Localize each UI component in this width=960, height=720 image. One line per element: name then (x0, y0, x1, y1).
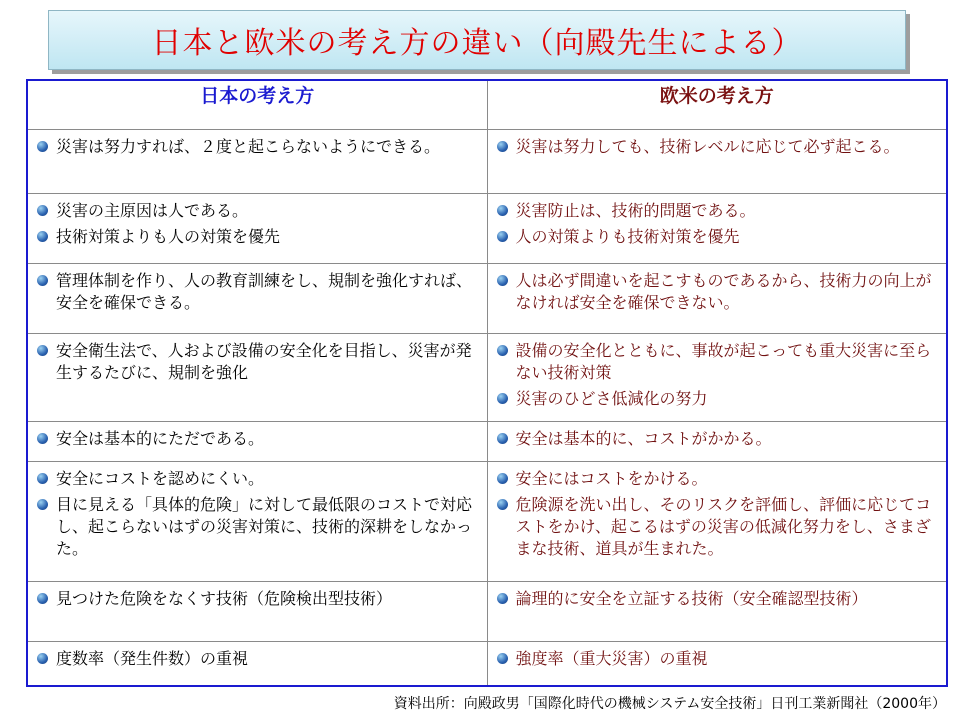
bullet-icon (37, 473, 48, 484)
list-item (36, 226, 475, 248)
bullet-icon (497, 433, 508, 444)
list-item (496, 494, 935, 560)
table-row (27, 582, 947, 642)
list-item (36, 588, 475, 610)
list-item (496, 468, 935, 490)
item-text: 技術対策よりも人の対策を優先 (56, 227, 281, 246)
comparison-table (26, 79, 948, 687)
bullet-icon (497, 231, 508, 242)
cell-japan (27, 642, 487, 686)
cell-japan (27, 422, 487, 462)
item-text: 危険源を洗い出し、そのリスクを評価し、評価に応じてコストをかけ、起こるはずの災害の低減化努力をし、さまざまな技術、道具が生まれた。 (515, 495, 932, 558)
list-item (36, 428, 475, 450)
table-row (27, 422, 947, 462)
item-text: 安全にはコストをかける。 (515, 469, 708, 488)
bullet-icon (497, 593, 508, 604)
list-item (36, 494, 475, 560)
list-item (496, 388, 935, 410)
table-row (27, 462, 947, 582)
cell-japan (27, 334, 487, 422)
cell-japan (27, 582, 487, 642)
list-item (496, 648, 935, 670)
item-text: 安全にコストを認めにくい。 (56, 469, 265, 488)
list-item (36, 200, 475, 222)
cell-japan (27, 194, 487, 264)
bullet-icon (37, 653, 48, 664)
list-item (36, 136, 475, 158)
item-text: 災害のひどさ低減化の努力 (515, 389, 708, 408)
bullet-icon (37, 593, 48, 604)
bullet-icon (37, 433, 48, 444)
cell-west (487, 130, 947, 194)
slide-title: 日本と欧米の考え方の違い（向殿先生による） (151, 26, 803, 61)
header-west (487, 80, 947, 130)
item-text: 論理的に安全を立証する技術（安全確認型技術） (515, 589, 868, 608)
list-item (36, 340, 475, 384)
list-item (36, 270, 475, 314)
list-item (496, 270, 935, 314)
cell-west (487, 642, 947, 686)
bullet-icon (497, 653, 508, 664)
bullet-icon (497, 141, 508, 152)
bullet-icon (497, 275, 508, 286)
item-text: 災害は努力しても、技術レベルに応じて必ず起こる。 (515, 137, 900, 156)
item-text: 目に見える「具体的危険」に対して最低限のコストで対応し、起こらないはずの災害対策に、技術的深耕をしなかった。 (56, 495, 473, 558)
item-text: 災害は努力すれば、２度と起こらないようにできる。 (56, 137, 441, 156)
list-item (36, 468, 475, 490)
bullet-icon (497, 473, 508, 484)
bullet-icon (37, 345, 48, 356)
item-text: 人の対策よりも技術対策を優先 (515, 227, 740, 246)
header-japan-label: 日本の考え方 (200, 85, 315, 107)
bullet-icon (37, 275, 48, 286)
bullet-icon (497, 345, 508, 356)
table-header-row (27, 80, 947, 130)
title-banner (48, 10, 906, 70)
item-text: 災害の主原因は人である。 (56, 201, 249, 220)
list-item (496, 200, 935, 222)
item-text: 管理体制を作り、人の教育訓練をし、規制を強化すれば、安全を確保できる。 (56, 271, 473, 312)
table-row (27, 264, 947, 334)
item-text: 人は必ず間違いを起こすものであるから、技術力の向上がなければ安全を確保できない。 (515, 271, 932, 312)
item-text: 度数率（発生件数）の重視 (56, 649, 249, 668)
bullet-icon (37, 141, 48, 152)
item-text: 安全は基本的に、コストがかかる。 (515, 429, 772, 448)
item-text: 災害防止は、技術的問題である。 (515, 201, 756, 220)
table-row (27, 642, 947, 686)
cell-japan (27, 462, 487, 582)
item-text: 安全は基本的にただである。 (56, 429, 265, 448)
cell-west (487, 194, 947, 264)
cell-west (487, 422, 947, 462)
list-item (496, 226, 935, 248)
header-west-label: 欧米の考え方 (659, 85, 774, 107)
cell-japan (27, 264, 487, 334)
bullet-icon (497, 499, 508, 510)
table-row (27, 130, 947, 194)
list-item (496, 340, 935, 384)
table-row (27, 194, 947, 264)
bullet-icon (37, 499, 48, 510)
table-row (27, 334, 947, 422)
header-japan (27, 80, 487, 130)
list-item (36, 648, 475, 670)
list-item (496, 588, 935, 610)
list-item (496, 136, 935, 158)
bullet-icon (37, 231, 48, 242)
cell-west (487, 462, 947, 582)
item-text: 安全衛生法で、人および設備の安全化を目指し、災害が発生するたびに、規制を強化 (56, 341, 472, 382)
item-text: 見つけた危険をなくす技術（危険検出型技術） (56, 589, 393, 608)
cell-west (487, 264, 947, 334)
cell-west (487, 334, 947, 422)
cell-japan (27, 130, 487, 194)
item-text: 強度率（重大災害）の重視 (515, 649, 708, 668)
bullet-icon (37, 205, 48, 216)
cell-west (487, 582, 947, 642)
bullet-icon (497, 393, 508, 404)
list-item (496, 428, 935, 450)
source-citation: 資料出所：向殿政男「国際化時代の機械システム安全技術」日刊工業新聞社（2000年） (393, 696, 946, 712)
bullet-icon (497, 205, 508, 216)
item-text: 設備の安全化とともに、事故が起こっても重大災害に至らない技術対策 (515, 341, 932, 382)
